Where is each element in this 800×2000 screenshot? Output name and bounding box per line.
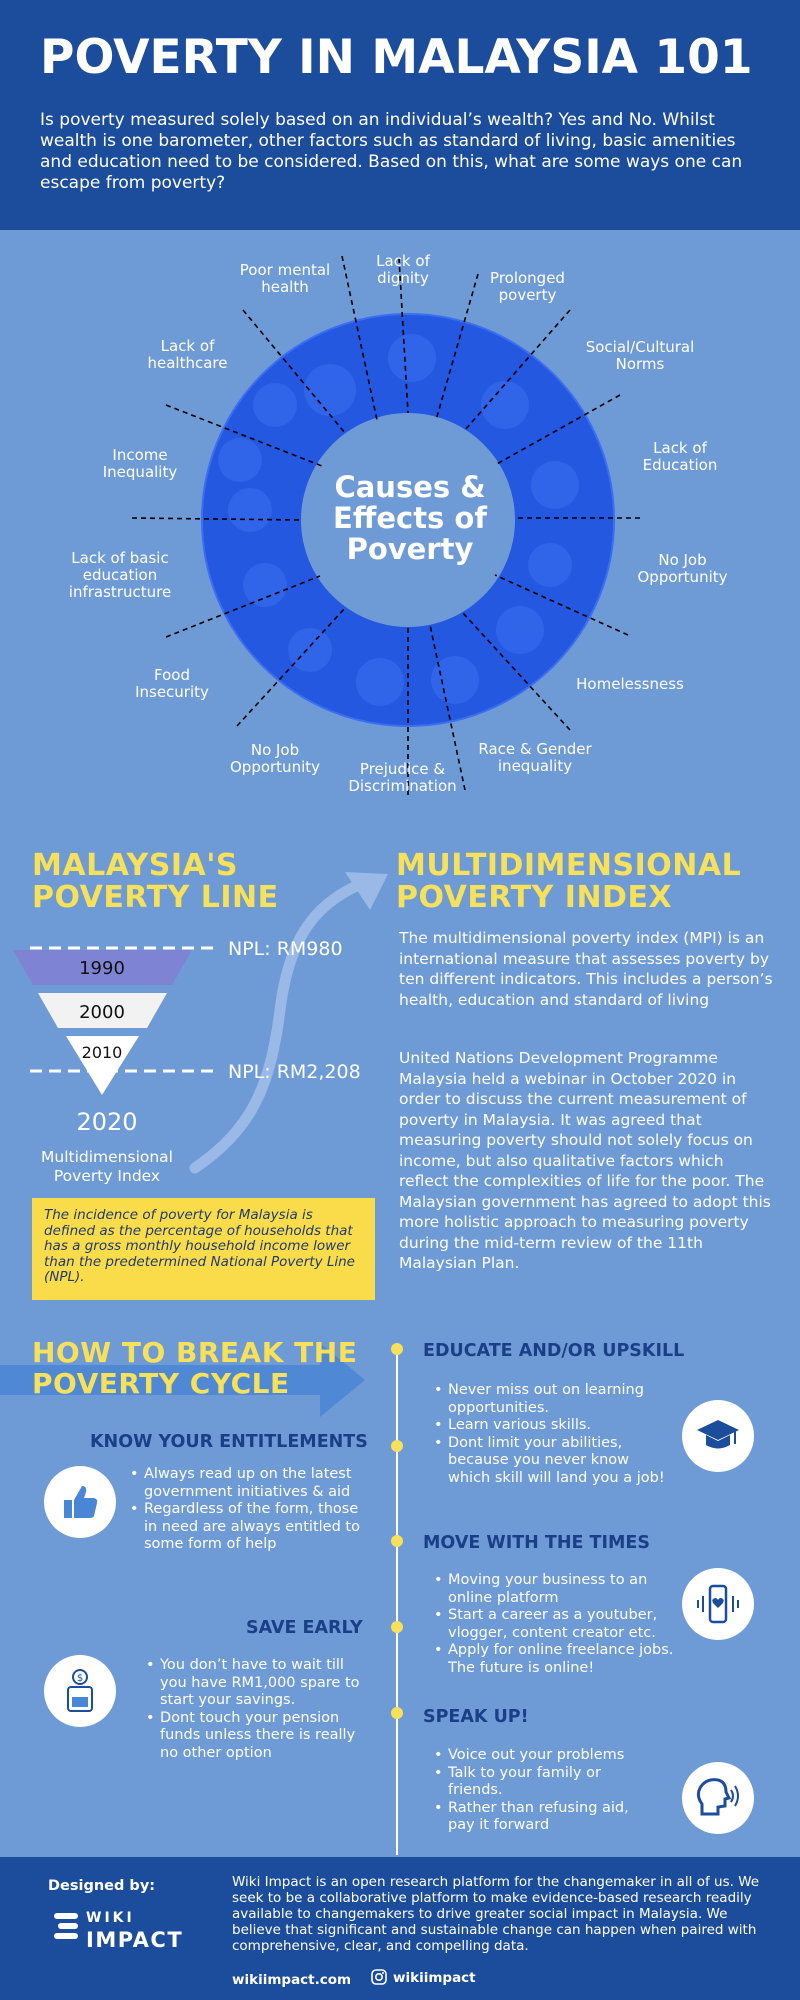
graduation-cap-icon — [531, 461, 579, 509]
tip-move-title: MOVE WITH THE TIMES — [423, 1533, 650, 1553]
year-2000: 2000 — [79, 1002, 125, 1023]
year-2010: 2010 — [81, 1043, 123, 1062]
wheel-core-text — [330, 472, 490, 565]
tip-entitlements-title: KNOW YOUR ENTITLEMENTS — [90, 1432, 368, 1452]
brain-icon — [304, 364, 356, 416]
money-icon — [218, 438, 262, 482]
svg-text:$: $ — [76, 1673, 84, 1684]
cause-label: Lack of basic education infrastructure — [68, 549, 172, 601]
poverty-line-title-line-1: MALAYSIA'S — [32, 848, 239, 883]
mpi-paragraph-2: United Nations Development Programme Malaysia held a webinar in October 2020 in order to discuss the current measurement of poverty in Malaysia. It was agreed that measuring poverty should not solely focus on income, but also qualitative factors which reflect the complexities of life for the poor. The Malaysian government has agreed to adopt this more holistic approach to measuring poverty during the mid-term review of the 11th Malaysian Plan. — [399, 1049, 771, 1272]
tip-save-list — [146, 1657, 371, 1762]
tip-educate-title: EDUCATE AND/OR UPSKILL — [423, 1341, 685, 1361]
cycle-graphics — [0, 1325, 800, 1855]
no-entry-icon — [528, 543, 572, 587]
cutlery-icon — [243, 563, 287, 607]
cause-label: Lack of dignity — [376, 252, 430, 287]
mpi-caption — [22, 1148, 192, 1186]
tip-point: • Never miss out on learning opportunities. — [434, 1382, 674, 1417]
cause-label: Social/Cultural Norms — [585, 338, 695, 373]
instagram-handle[interactable]: wikiimpact — [393, 1970, 476, 1986]
tip-point: • Apply for online freelance jobs. The future is online! — [434, 1642, 674, 1677]
poverty-line-graphic — [0, 860, 400, 1180]
timeline-dot — [391, 1440, 403, 1452]
house-icon — [496, 606, 544, 654]
core-line-1: Causes & — [334, 470, 486, 504]
cause-label: Prolonged poverty — [490, 269, 565, 304]
logo-wordmark-bottom: IMPACT — [86, 1928, 184, 1952]
timeline-dot — [391, 1535, 403, 1547]
page-title: POVERTY IN MALAYSIA 101 — [40, 30, 753, 85]
year-2020: 2020 — [76, 1108, 138, 1136]
mpi-caption-line-1: Multidimensional — [41, 1148, 173, 1166]
cause-label: Lack of Education — [642, 439, 718, 474]
upward-arrow — [195, 880, 370, 1168]
core-line-2: Effects of — [333, 501, 487, 535]
website-link[interactable]: wikiimpact.com — [232, 1972, 352, 1988]
tip-educate-list — [434, 1382, 674, 1487]
mpi-title-line-1: MULTIDIMENSIONAL — [396, 848, 742, 883]
person-icon — [388, 334, 436, 382]
definition-box: The incidence of poverty for Malaysia is defined as the percentage of households that has a gross monthly household income lower than the predetermined National Poverty Line (NPL). — [32, 1198, 375, 1300]
tip-point: • Moving your business to an online platform — [434, 1572, 674, 1607]
poverty-line-title-line-2: POVERTY LINE — [32, 880, 279, 915]
tip-save-title: SAVE EARLY — [246, 1618, 363, 1638]
puzzle-icon — [481, 381, 529, 429]
tip-point: • Rather than refusing aid, pay it forward — [434, 1800, 644, 1835]
npl-1990-label: NPL: RM980 — [228, 938, 343, 960]
thumbs-up-icon — [44, 1466, 116, 1538]
cause-label: Poor mental health — [239, 261, 331, 296]
tip-point: • Voice out your problems — [434, 1747, 644, 1765]
npl-2020-label: NPL: RM2,208 — [228, 1061, 361, 1083]
instagram-icon — [371, 1969, 387, 1985]
tip-point: • Dont limit your abilities, because you never know which skill will land you a job! — [434, 1435, 674, 1488]
intro-text: Is poverty measured solely based on an individual’s wealth? Yes and No. Whilst wealth is one barometer, other factors such as standard of living, basic amenities and education need to be considered. Based on this, what are some ways one can escape from poverty? — [40, 110, 743, 193]
tip-point: • Talk to your family or friends. — [434, 1765, 644, 1800]
year-1990: 1990 — [79, 958, 125, 979]
scales-icon — [356, 658, 404, 706]
cycle-title — [32, 1337, 357, 1399]
cycle-title-line-2: POVERTY CYCLE — [32, 1367, 290, 1400]
tip-move-list — [434, 1572, 674, 1677]
mpi-title — [396, 850, 741, 914]
school-icon — [228, 488, 272, 532]
cause-label: Food Insecurity — [135, 666, 209, 701]
cause-label: No Job Opportunity — [637, 551, 728, 586]
about-text: Wiki Impact is an open research platform for the changemaker in all of us. We seek to be a collaborative platform to make evidence-based research readily available to changemakers to drive greater social impact in Malaysia. We believe that significant and sustainable change can happen when paired with comprehensive, clear, and compelling data. — [232, 1874, 760, 1954]
mpi-title-line-2: POVERTY INDEX — [396, 880, 673, 915]
designed-by-label: Designed by: — [48, 1878, 156, 1894]
smartphone-heart-icon — [682, 1568, 754, 1640]
tip-entitlements-list — [130, 1466, 370, 1554]
timeline-dot — [391, 1621, 403, 1633]
cause-label: Prejudice & Discrimination — [348, 760, 457, 795]
tip-speak-list — [434, 1747, 644, 1835]
logo-wordmark-top: WIKI — [86, 1910, 135, 1926]
mpi-caption-line-2: Poverty Index — [53, 1167, 161, 1185]
tip-point: • Regardless of the form, those in need are always entitled to some form of help — [130, 1501, 370, 1554]
speaking-head-icon — [682, 1762, 754, 1834]
tip-speak-title: SPEAK UP! — [423, 1707, 529, 1727]
tip-point: • Always read up on the latest government initiatives & aid — [130, 1466, 370, 1501]
cause-label: No Job Opportunity — [229, 741, 320, 776]
tip-point: • Start a career as a youtuber, vlogger, content creator etc. — [434, 1607, 674, 1642]
wiki-impact-logo-icon — [52, 1910, 82, 1946]
mpi-paragraph-1: The multidimensional poverty index (MPI) is an international measure that assesses poverty by ten different indicators. This includes a person’s health, education and standard of living — [399, 929, 773, 1009]
cycle-title-line-1: HOW TO BREAK THE — [32, 1336, 358, 1369]
core-line-3: Poverty — [346, 532, 474, 566]
graduation-cap-icon — [682, 1400, 754, 1472]
cause-label: Lack of healthcare — [147, 337, 228, 372]
timeline-dot — [391, 1343, 403, 1355]
heartbeat-icon — [253, 383, 297, 427]
tip-point: • Dont touch your pension funds unless there is really no other option — [146, 1710, 371, 1763]
cause-label: Race & Gender inequality — [478, 740, 592, 775]
cause-label: Income Inequality — [102, 446, 178, 481]
tip-point: • You don’t have to wait till you have RM1,000 spare to start your savings. — [146, 1657, 371, 1710]
savings-jar-icon — [44, 1655, 116, 1727]
tip-point: • Learn various skills. — [434, 1417, 674, 1435]
shop-icon — [288, 628, 332, 672]
timeline-dot — [391, 1707, 403, 1719]
cause-label: Homelessness — [576, 675, 684, 693]
